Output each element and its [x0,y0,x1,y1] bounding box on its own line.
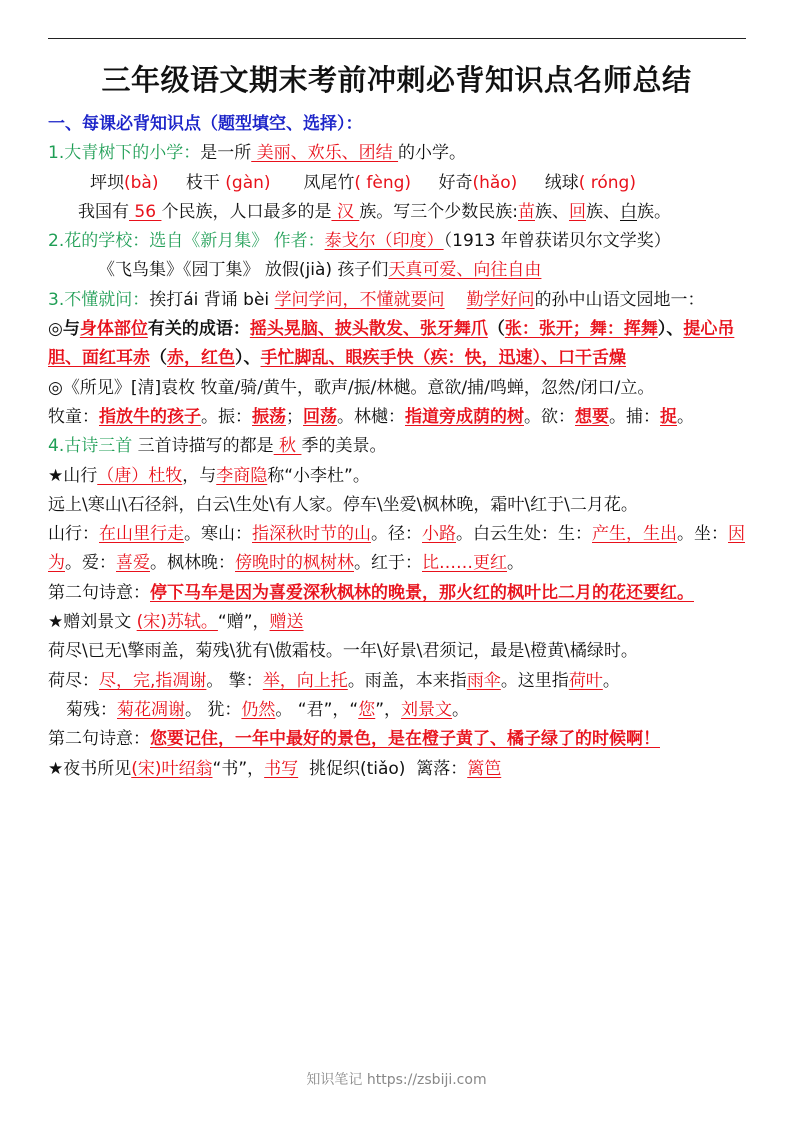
term: 山行： [48,524,99,545]
answer: 停下马车是因为喜爱深秋枫林的晚景，那火红的枫叶比二月的花还要红。 [150,582,694,603]
answer: 身体部位 [79,319,148,340]
text: “书”， [212,758,265,779]
answer: 赠送 [269,612,304,633]
lesson3-heading: 3.不懂就问： [48,289,150,310]
text: 。 [150,553,167,574]
page-title: 三年级语文期末考前冲刺必背知识点名师总结 [101,63,692,97]
answer: 比……更红 [422,553,507,574]
zengliu-meaning [48,725,748,754]
text: ）、 [235,348,261,369]
poem-title: ★山行 [48,465,98,486]
yeshu-heading [48,755,748,784]
answer: 菊花凋谢 [117,699,185,720]
poem-title: ★夜书所见 [48,758,132,779]
text: 挑促织(tiǎo) 篱落： [298,758,468,779]
shanxing-meaning [48,579,748,608]
pinyin-word: 凤尾竹 [303,172,355,193]
answer: 捉 [660,406,677,427]
zengliu-heading [48,608,748,637]
answer: 书写 [264,758,299,779]
text: （ [150,348,167,369]
term: 林樾： [354,406,405,427]
term: 振： [218,406,252,427]
text: 。 [65,553,82,574]
text: 的孙中山 [534,289,603,310]
text: 。 [609,406,626,427]
idiom-block [48,315,748,374]
term: 。这里指 [500,670,569,691]
lesson3-line [48,286,748,315]
answer: 篱笆 [467,758,502,779]
answer: 举，向上托 [262,670,348,691]
term: 。 “君”，“ [275,699,359,720]
note: （1913 年曾获诺贝尔文学奖） [443,231,671,252]
text: 是一所 [200,143,252,164]
author: （唐）杜牧 [97,465,183,486]
text: 。 [677,524,694,545]
text: ； [286,406,303,427]
answer: 苗 [518,201,535,222]
lesson2-line [48,227,748,256]
text: ◎与 [48,319,80,340]
term: 。雨盖，本来指 [347,670,467,691]
answer: 您 [358,699,376,720]
term: 爱： [82,553,116,574]
lesson1-heading: 1.大青树下的小学： [48,143,201,164]
answer: 白 [620,201,637,222]
answer: 振荡 [252,406,286,427]
text: 。 [354,553,371,574]
answer: 张：张开；舞：挥舞 [504,319,658,340]
lesson2-books [48,256,748,285]
answer: 小路 [422,524,456,545]
text: 族。 [637,201,671,222]
answer: 刘景文 [401,699,453,720]
text: 的小学。 [398,143,467,164]
text: 。 [201,406,218,427]
answer: 雨伞 [466,670,501,691]
term: 红于： [371,553,422,574]
text: 族。写三个少数民族: [359,201,518,222]
lesson4-line [48,432,748,461]
answer: 回荡 [303,406,337,427]
answer: 喜爱 [116,553,150,574]
text: ，与 [182,465,217,486]
top-rule [48,38,746,39]
text: 称“小李杜”。 [267,465,370,486]
text: 族、 [535,201,569,222]
answer: 仍然 [241,699,276,720]
term: 菊残： [66,699,117,720]
answer: 秋 [273,436,302,457]
pinyin: (gàn) [219,172,276,193]
term: 。 犹： [185,699,242,720]
answer: 指深秋时节的山 [252,524,371,545]
pinyin: ( róng) [578,172,636,193]
answer: 天真可爱、向往自由 [388,260,542,281]
pinyin: (hǎo) [472,172,518,193]
answer: 因为 [48,524,745,574]
answer: 在山里行走 [99,524,184,545]
poem-title: ★赠刘景文 [48,612,137,633]
garden-heading: 语文园地一： [602,289,705,310]
text: “赠”， [217,612,270,633]
answer: 回 [569,201,586,222]
text: ）、 [657,319,684,340]
answer: 汉 [331,201,360,222]
text: 。 [507,553,524,574]
zengliu-gloss1 [48,667,748,696]
answer: 指放牛的孩子 [99,406,201,427]
nation-line [48,198,748,227]
lesson4-heading: 4.古诗三首 [48,436,133,457]
answer: 学问学问，不懂就要问 [274,289,445,310]
lesson2-heading: 2.花的学校：选自《新月集》 作者： [48,231,325,252]
text: 。 [677,406,694,427]
document-body [48,110,748,784]
text: 三首诗描写的都是 [132,436,274,457]
text: 。 [371,524,388,545]
section-heading: 一、每课必背知识点（题型填空、选择）： [48,114,363,134]
answer: 提心吊胆、面红耳赤 [48,319,735,369]
label: 第二句诗意： [48,729,150,750]
shanxing-poem: 远上\寒山\石径斜，白云\生处\有人家。停车\坐爱\枫林晚，霜叶\红于\二月花。 [48,494,638,515]
pinyin-word: 枝干 [185,172,220,193]
term: 荷尽： [48,670,99,691]
label: 第二句诗意： [48,582,150,603]
shanxing-heading [48,462,748,491]
text: 族、 [586,201,620,222]
author: (宋)叶绍翁 [131,758,213,779]
answer: 勤学好问 [466,289,535,310]
zengliu-poem: 荷尽\已无\擎雨盖，菊残\犹有\傲霜枝。一年\好景\君须记，最是\橙黄\橘绿时。 [48,641,638,662]
shanxing-gloss [48,520,748,579]
answer: 56 [129,201,162,222]
suojian-gloss [48,403,748,432]
term: 寒山： [201,524,252,545]
text: 。 [452,699,470,720]
answer: 荷叶 [568,670,603,691]
text: 有关的成语： [147,319,250,340]
pinyin: ( fèng) [354,172,412,193]
term: 牧童： [48,406,99,427]
term: 白云生处：生： [473,524,592,545]
answer: 摇头晃脑、披头散发、张牙舞爪 [249,319,488,340]
text: 。 [337,406,354,427]
answer: 尽，完,指凋谢 [99,670,207,691]
pinyin-word: 绒球 [544,172,579,193]
pinyin-word: 好奇 [438,172,473,193]
pinyin-word: 坪坝 [90,172,124,193]
text: 。 [602,670,620,691]
text: 《飞鸟集》《园丁集》 放假(jià) 孩子们 [98,260,389,281]
answer: 李商隐 [216,465,268,486]
term: 。 擎： [206,670,263,691]
pinyin-line [48,169,748,198]
text: 。 [524,406,541,427]
text: （ [487,319,505,340]
author: 泰戈尔（印度） [324,231,444,252]
footer-watermark: 知识笔记 https://zsbiji.com [306,1072,487,1088]
text: 。 [456,524,473,545]
poem-suojian: ◎《所见》[清]袁枚 牧童/骑/黄牛，歌声/振/林樾。意欲/捕/鸣蝉，忽然/闭口/立。 [48,377,655,398]
term: 坐： [694,524,728,545]
author: (宋)苏轼。 [136,612,218,633]
lesson1-line [48,139,748,168]
text: 我国有 [78,201,129,222]
text: 季的美景。 [301,436,387,457]
term: 欲： [541,406,575,427]
answer: 您要记住，一年中最好的景色，是在橙子黄了、橘子绿了的时候啊！ [150,729,660,750]
answer: 产生，生出 [592,524,677,545]
term: 枫林晚： [167,553,235,574]
zengliu-gloss2 [48,696,748,725]
term: 径： [388,524,422,545]
answer: 傍晚时的枫树林 [235,553,354,574]
answer: 指道旁成荫的树 [405,406,524,427]
text: ”， [375,699,402,720]
answer: 想要 [575,406,609,427]
answer: 手忙脚乱、眼疾手快（疾：快，迅速）、口干舌燥 [260,348,626,369]
text: 个民族，人口最多的是 [161,201,332,222]
text: 挨打ái 背诵 bèi [149,289,275,310]
answer: 赤，红色 [167,348,235,369]
answer: 美丽、欢乐、团结 [251,143,399,164]
text: 。 [184,524,201,545]
term: 捕： [626,406,660,427]
pinyin: (bà) [124,172,159,193]
